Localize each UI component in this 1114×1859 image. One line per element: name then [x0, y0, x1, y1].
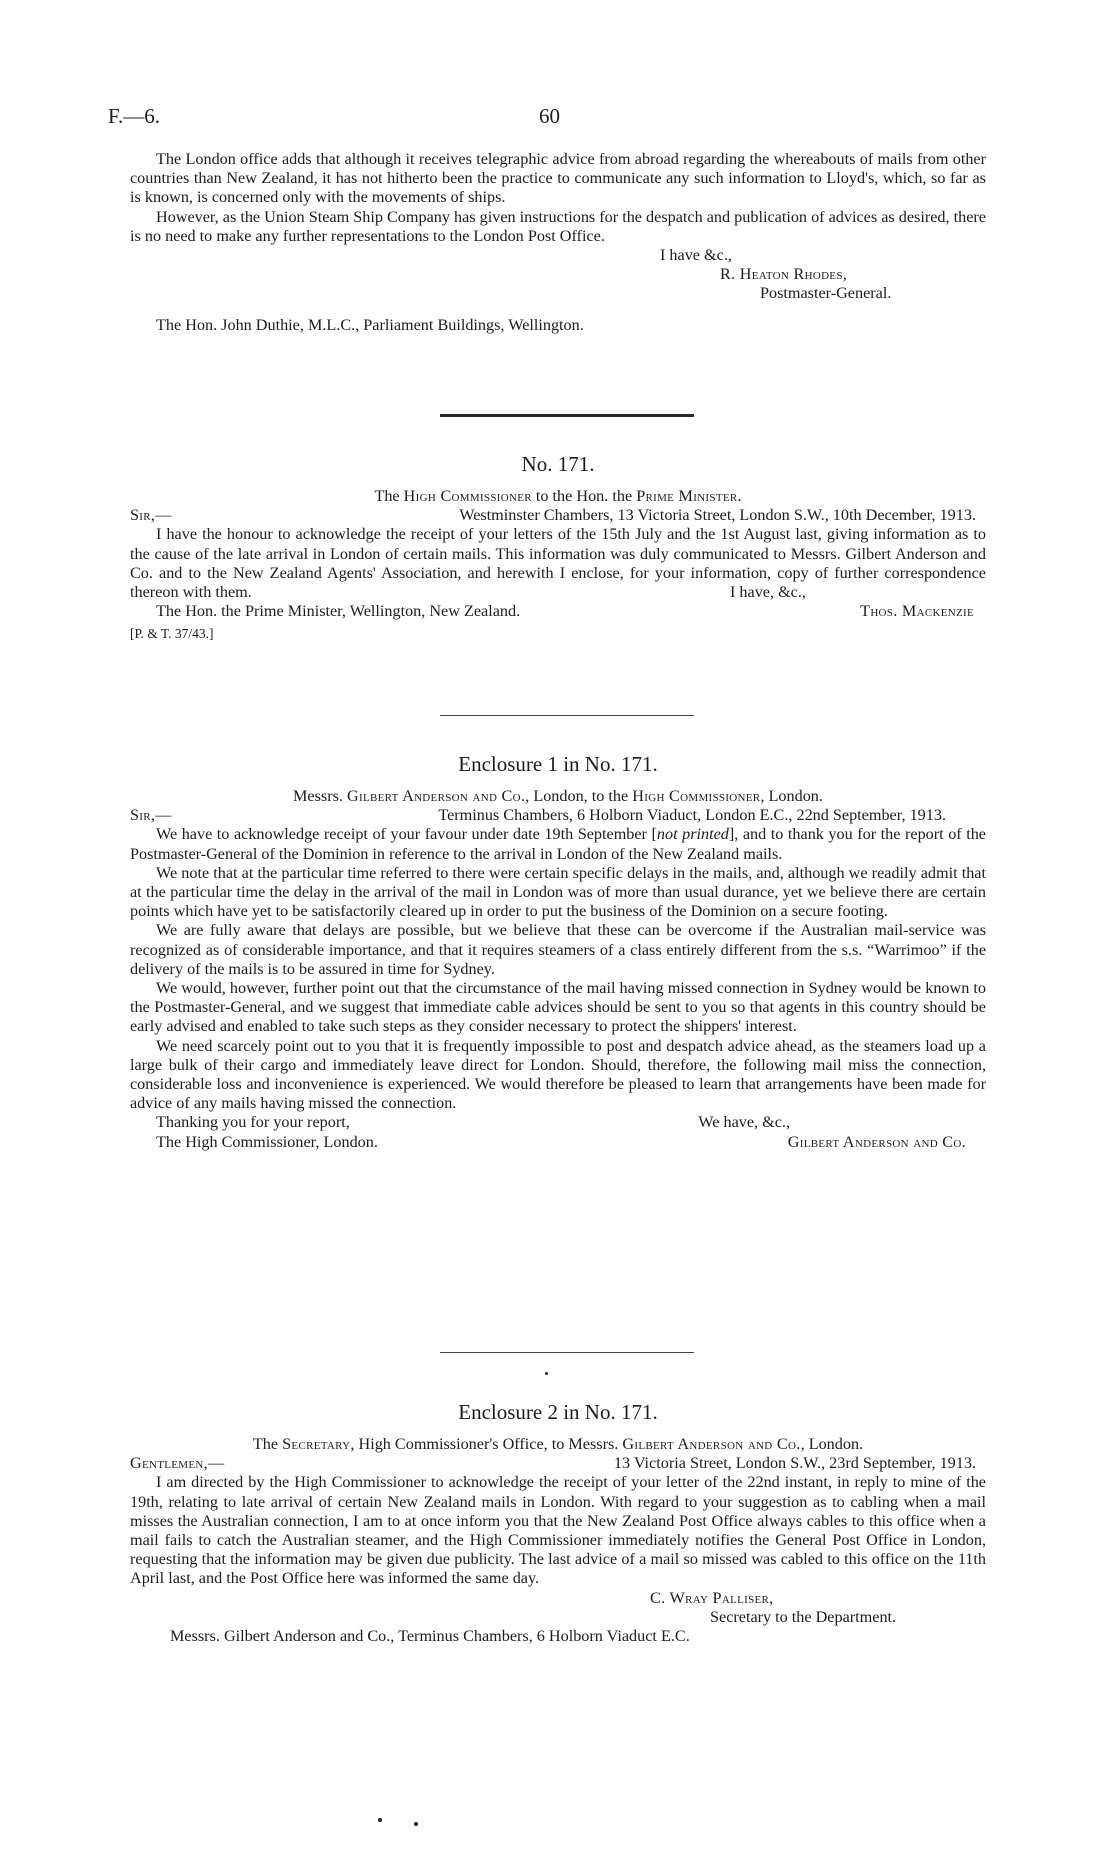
signature: Gilbert Anderson and Co.	[787, 1132, 966, 1151]
enclosure-heading: Enclosure 1 in No. 171.	[458, 752, 658, 776]
addressee: Messrs. Gilbert Anderson and Co., Terminus Chambers, 6 Holborn Viaduct E.C.	[170, 1627, 690, 1646]
paragraph: The London office adds that although it receives telegraphic advice from abroad regarding the whereabouts of mails from other countries than New Zealand, it has not hitherto been the practice to communicate any such information to Lloyd's, which, so far as is known, is concerned only with the movements of ships.	[130, 150, 986, 207]
thanks-line	[130, 1113, 986, 1132]
paragraph: We are fully aware that delays are possible, but we believe that these can be overcome if the Australian mail-service was recognized as of considerable importance, and that it requires steamers of a class entirely different from the s.s. “Warrimoo” if the delivery of the mails is to be assured in time for Sydney.	[130, 921, 986, 978]
subheading-part: , London.	[800, 1435, 864, 1453]
enclosure-subheading	[130, 787, 986, 806]
addressee-line	[130, 602, 986, 621]
enclosure-2	[130, 1435, 986, 1646]
addressee: The Hon. John Duthie, M.L.C., Parliament Buildings, Wellington.	[156, 315, 584, 334]
paragraph: We note that at the particular time referred to there were certain specific delays in the mails, and, although we readily admit that at the particular time the delay in the arrival of the mail in London was of more than usual durance, yet we believe there are certain points which have yet to be satisfactorily cleared up in order to put the business of the Dominion on a secure footing.	[130, 863, 986, 921]
section-divider	[440, 1352, 694, 1353]
closing: We have, &c.,	[698, 1113, 790, 1132]
paragraph	[130, 825, 986, 863]
letter-subheading	[130, 487, 986, 506]
letter-continuation	[130, 150, 986, 335]
paragraph: However, as the Union Steam Ship Company has given instructions for the despatch and publication of advices as desired, there is no need to make any further representations to the London Post Office.	[130, 207, 986, 245]
salutation-line	[130, 1454, 986, 1473]
subheading-part: Gilbert Anderson and Co.	[622, 1435, 801, 1453]
salutation: Sir,—	[130, 806, 172, 825]
sender-address: Westminster Chambers, 13 Victoria Street, London S.W., 10th December, 1913.	[459, 506, 976, 525]
salutation-line	[130, 806, 986, 825]
enclosure-heading: Enclosure 2 in No. 171.	[458, 1400, 658, 1424]
subheading-part: The	[252, 1435, 283, 1453]
subheading-part: Gilbert Anderson and Co.	[347, 787, 526, 805]
salutation-line	[130, 506, 986, 525]
page-number: 60	[539, 104, 560, 128]
subheading-part: , High Commissioner's Office, to Messrs.	[350, 1435, 623, 1453]
paragraph-part: ], and to thank you for the report of the Postmaster-General of the Dominion in reference to the arrival in London of the New Zealand mails.	[130, 825, 986, 863]
paragraph-part: We have to acknowledge receipt of your favour under date 19th September [	[156, 825, 657, 844]
section-divider	[440, 715, 694, 716]
paragraph-part: not printed	[656, 825, 729, 844]
salutation: Gentlemen,—	[130, 1454, 225, 1473]
subheading-part: , London.	[760, 787, 823, 805]
subheading-part: .	[737, 487, 742, 505]
paragraph: I have the honour to acknowledge the receipt of your letters of the 15th July and the 1st August last, giving information as to the cause of the late arrival in London of certain mails. This information was duly communicated to Messrs. Gilbert Anderson and Co. and to the New Zealand Agents' Association, and herewith I enclose, for your information, copy of further correspondence thereon with them.	[130, 525, 986, 602]
signatory-title: Secretary to the Department.	[710, 1607, 897, 1626]
section-divider	[440, 414, 694, 417]
thanks: Thanking you for your report,	[156, 1113, 350, 1132]
signature: R. Heaton Rhodes,	[720, 265, 848, 284]
ink-speck	[414, 1822, 418, 1826]
subheading-part: The	[374, 487, 404, 505]
addressee-line	[130, 1133, 986, 1152]
subheading-part: to the Hon. the	[531, 487, 637, 505]
subheading-part: , London, to the	[525, 787, 633, 805]
subheading-part: Prime Minister	[636, 487, 738, 505]
subheading-part: Messrs.	[293, 787, 347, 805]
closing: I have &c.,	[660, 246, 732, 265]
letter-heading: No. 171.	[521, 452, 595, 476]
addressee: The High Commissioner, London.	[156, 1132, 378, 1151]
subheading-part: High Commissioner	[403, 487, 532, 505]
signature: C. Wray Palliser,	[650, 1588, 774, 1607]
enclosure-1	[130, 787, 986, 1152]
signature: Thos. Mackenzie	[860, 602, 974, 621]
addressee: The Hon. the Prime Minister, Wellington, New Zealand.	[156, 602, 521, 621]
paragraph: We need scarcely point out to you that it is frequently impossible to post and despatch advice ahead, as the steamers load up a large bulk of their cargo and immediately leave direct for London. Should, therefore, the following mail miss the connection, considerable loss and inconvenience is experienced. We would therefore be pleased to learn that arrangements have been made for advice of any mails having missed the connection.	[130, 1036, 986, 1113]
paragraph: I am directed by the High Commissioner to acknowledge the receipt of your letter of the 22nd instant, in reply to mine of the 19th, relating to late arrival of certain New Zealand mails in London. With regard to your suggestion as to cabling when a mail misses the Australian connection, I am to at once inform you that the New Zealand Post Office always cables to this office when a mail fails to catch the Australian steamer, and the High Commissioner immediately notifies the General Post Office in London, requesting that the information may be given due publicity. The last advice of a mail so missed was cabled to this office on the 11th April last, and the Post Office here was informed the same day.	[130, 1473, 986, 1588]
subheading-part: High Commissioner	[632, 787, 761, 805]
ink-speck	[545, 1372, 548, 1375]
letter-no-171	[130, 487, 986, 643]
signatory-title: Postmaster-General.	[760, 284, 892, 303]
enclosure-subheading	[130, 1435, 986, 1454]
ink-speck	[378, 1818, 382, 1822]
sender-address: Terminus Chambers, 6 Holborn Viaduct, London E.C., 22nd September, 1913.	[438, 806, 946, 825]
sender-address: 13 Victoria Street, London S.W., 23rd September, 1913.	[613, 1454, 976, 1473]
paragraph: We would, however, further point out that the circumstance of the mail having missed connection in Sydney would be known to the Postmaster-General, and we suggest that immediate cable advices should be sent to you so that agents in this country should be early advised and enabled to take such steps as they consider necessary to protect the shippers' interest.	[130, 979, 986, 1036]
document-reference: F.—6.	[108, 104, 160, 128]
file-reference: [P. & T. 37/43.]	[130, 625, 214, 641]
subheading-part: Secretary	[282, 1435, 351, 1453]
salutation: Sir,—	[130, 506, 172, 525]
closing: I have, &c.,	[730, 583, 806, 602]
